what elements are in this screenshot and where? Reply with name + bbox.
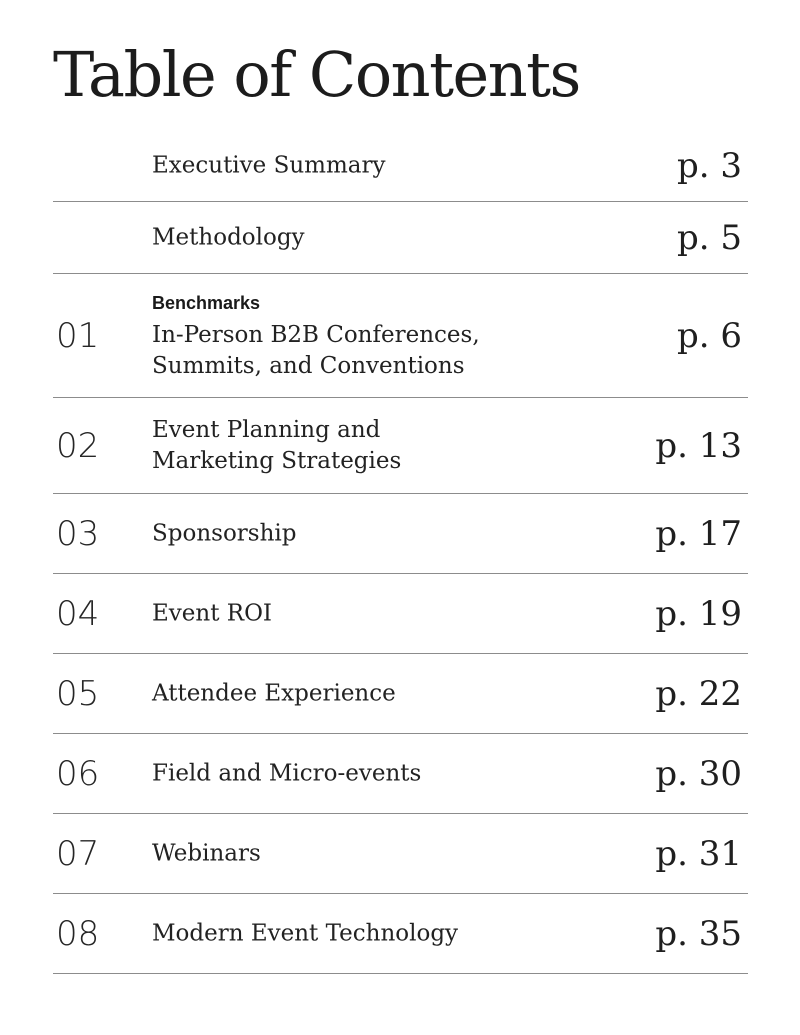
toc-entry-page: p. 22 [655, 673, 742, 714]
toc-entry-page: p. 31 [655, 833, 742, 874]
toc-entry-field-micro-events[interactable] [53, 734, 748, 814]
toc-entry-page: p. 6 [676, 315, 742, 356]
toc-entry-webinars[interactable] [53, 814, 748, 894]
toc-entry-methodology[interactable] [53, 202, 748, 274]
toc-entry-label: In-Person B2B Conferences, Summits, and Conventions [152, 321, 480, 379]
toc-entry-number: 02 [56, 425, 100, 466]
toc-entry-label-group [152, 290, 572, 382]
toc-entry-sponsorship[interactable] [53, 494, 748, 574]
toc-entry-page: p. 13 [655, 425, 742, 466]
toc-entry-number: 06 [56, 753, 100, 794]
toc-entry-event-roi[interactable] [53, 574, 748, 654]
toc-entry-page: p. 19 [655, 593, 742, 634]
toc-entry-attendee-experience[interactable] [53, 654, 748, 734]
toc-entry-page: p. 35 [655, 913, 742, 954]
toc-entry-label: Modern Event Technology [152, 920, 459, 946]
toc-entry-modern-event-technology[interactable] [53, 894, 748, 974]
toc-entry-number: 05 [56, 673, 100, 714]
toc-entry-number: 08 [56, 913, 100, 954]
toc-entry-label: Event Planning and Marketing Strategies [152, 416, 402, 474]
toc-entry-number: 03 [56, 513, 100, 554]
toc-entry-page: p. 17 [655, 513, 742, 554]
toc-entry-event-planning[interactable] [53, 398, 748, 494]
toc-entry-label: Event ROI [152, 600, 273, 626]
toc-entry-benchmarks[interactable] [53, 274, 748, 398]
toc-entry-label: Field and Micro-events [152, 760, 422, 786]
page-title: Table of Contents [53, 38, 580, 111]
toc-entry-number: 04 [56, 593, 100, 634]
toc-entry-page: p. 30 [655, 753, 742, 794]
toc-entry-executive-summary[interactable] [53, 131, 748, 202]
toc-entry-kicker: Benchmarks [152, 292, 261, 313]
toc-entry-label: Methodology [152, 224, 305, 250]
toc-entry-page: p. 5 [676, 217, 742, 258]
toc-entry-label: Webinars [152, 840, 261, 866]
toc-entry-number: 07 [56, 833, 100, 874]
toc-entry-label: Executive Summary [152, 152, 386, 179]
toc-entry-number: 01 [56, 315, 100, 356]
toc-entry-label: Sponsorship [152, 520, 297, 546]
toc-entry-label: Attendee Experience [152, 680, 396, 706]
toc-entry-page: p. 3 [676, 146, 742, 186]
